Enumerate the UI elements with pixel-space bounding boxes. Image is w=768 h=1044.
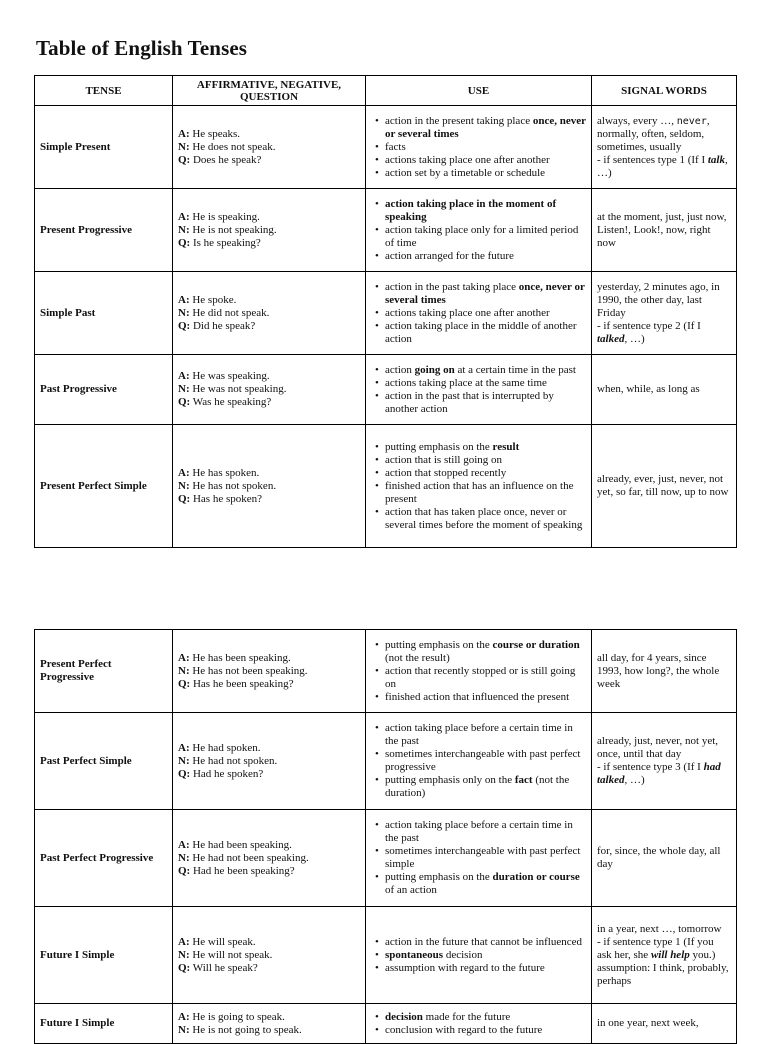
form-type-label: Q:	[178, 492, 191, 505]
table-row	[35, 1004, 737, 1044]
use-text: (not the duration)	[385, 774, 570, 799]
header-signal-words: SIGNAL WORDS	[592, 76, 737, 106]
list-item	[385, 390, 586, 416]
signal-words-text: already, just, never, not yet, once, until that day	[597, 735, 719, 760]
form-example: He had spoken.	[189, 741, 261, 754]
tense-name-cell: Future I Simple	[35, 907, 173, 1004]
table-row	[35, 106, 737, 189]
use-text: assumption with regard to the future	[385, 961, 545, 974]
form-example: He is not speaking.	[189, 223, 277, 236]
signal-words-text: always, every …,	[597, 114, 677, 127]
list-item	[385, 377, 586, 390]
form-example: He is not going to speak.	[189, 1023, 302, 1036]
form-type-label: Q:	[178, 319, 191, 332]
list-item	[385, 506, 586, 532]
use-text: duration or course	[492, 871, 580, 883]
signal-words-text: all day, for 4 years, since 1993, how long?, the whole week	[597, 651, 720, 690]
use-text: action taking place only for a limited period of time	[385, 223, 579, 249]
list-item	[385, 115, 586, 141]
use-text: once, never or several times	[385, 280, 585, 306]
signal-words-text: , normally, often, seldom, sometimes, usually	[597, 114, 710, 153]
use-text: action in the future that cannot be influenced	[385, 935, 583, 948]
use-text: putting emphasis on the	[385, 871, 493, 883]
use-text: spontaneous	[385, 948, 444, 961]
tense-name-cell: Present Progressive	[35, 189, 173, 272]
form-example: He spoke.	[189, 293, 237, 306]
signal-words-text: talked	[597, 332, 625, 345]
use-cell	[366, 907, 592, 1004]
form-type-label: Q:	[178, 236, 191, 249]
signal-words-text: yesterday, 2 minutes ago, in 1990, the other day, last Friday	[597, 280, 720, 319]
form-example: Is he speaking?	[190, 236, 261, 249]
tense-name-cell: Past Progressive	[35, 355, 173, 425]
signal-words-text: , …)	[624, 774, 645, 786]
form-type-label: N:	[178, 223, 190, 236]
form-type-label: Q:	[178, 864, 191, 877]
tense-name-cell: Simple Present	[35, 106, 173, 189]
tenses-table-part-1	[34, 75, 737, 548]
use-text: fact	[514, 774, 533, 786]
form-example: He had been speaking.	[189, 838, 292, 851]
form-example: He has not been speaking.	[189, 664, 308, 677]
form-type-label: N:	[178, 664, 190, 677]
use-cell	[366, 189, 592, 272]
form-type-label: N:	[178, 383, 190, 395]
list-item	[385, 962, 586, 975]
use-text: actions taking place one after another	[385, 306, 550, 319]
form-type-label: A:	[178, 1010, 190, 1023]
use-text: actions taking place at the same time	[385, 376, 547, 389]
forms-cell	[173, 713, 366, 810]
list-item	[385, 871, 586, 897]
form-type-label: A:	[178, 127, 190, 140]
table-row	[35, 355, 737, 425]
tenses-table-part-2	[34, 629, 737, 1044]
signal-words-cell	[592, 355, 737, 425]
list-item	[385, 1024, 586, 1037]
use-text: action taking place before a certain time in the past	[385, 722, 573, 747]
list-item	[385, 198, 586, 224]
forms-cell	[173, 810, 366, 907]
list-item	[385, 454, 586, 467]
form-example: He had not been speaking.	[189, 851, 309, 864]
tense-name-cell: Simple Past	[35, 272, 173, 355]
use-text: course or duration	[492, 638, 580, 651]
form-type-label: N:	[178, 754, 190, 767]
form-type-label: N:	[178, 948, 190, 961]
page-title: Table of English Tenses	[36, 36, 248, 60]
use-text: action set by a timetable or schedule	[385, 166, 546, 179]
signal-words-cell	[592, 425, 737, 548]
use-list	[371, 936, 586, 975]
use-text: putting emphasis on the	[385, 638, 493, 651]
form-example: Will he speak?	[190, 961, 258, 974]
form-example: He is going to speak.	[189, 1010, 285, 1023]
use-cell	[366, 355, 592, 425]
use-text: putting emphasis on the	[385, 440, 493, 453]
use-text: action in the past taking place	[385, 280, 519, 293]
signal-words-text: - if sentence type 2 (If I	[597, 319, 701, 332]
list-item	[385, 167, 586, 180]
signal-words-text: - if sentence type 1 (If you ask her, she	[597, 935, 714, 961]
form-type-label: Q:	[178, 767, 191, 780]
tense-name-cell: Present Perfect Progressive	[35, 630, 173, 713]
form-type-label: Q:	[178, 677, 191, 690]
use-text: of an action	[385, 884, 437, 896]
use-text: decision	[443, 948, 483, 961]
form-example: He is speaking.	[189, 210, 260, 223]
form-type-label: A:	[178, 293, 190, 306]
signal-words-text: never	[676, 115, 707, 127]
use-text: sometimes interchangeable with past perfect simple	[385, 845, 581, 870]
list-item	[385, 936, 586, 949]
signal-words-text: talk	[707, 153, 725, 166]
use-text: result	[492, 440, 520, 453]
list-item	[385, 639, 586, 665]
forms-cell	[173, 106, 366, 189]
signal-words-text: assumption: I think, probably, perhaps	[597, 961, 729, 987]
use-text: action in the past that is interrupted by another action	[385, 389, 554, 415]
list-item	[385, 224, 586, 250]
signal-words-text: when, while, as long as	[597, 383, 700, 395]
list-item	[385, 722, 586, 748]
tense-name-cell: Past Perfect Progressive	[35, 810, 173, 907]
form-type-label: Q:	[178, 961, 191, 974]
use-text: decision	[385, 1010, 423, 1023]
list-item	[385, 154, 586, 167]
signal-words-text: already, ever, just, never, not yet, so far, till now, up to now	[597, 473, 729, 498]
form-example: He will speak.	[189, 935, 256, 948]
use-text: action arranged for the future	[385, 249, 514, 262]
signal-words-text: - if sentence type 3 (If I	[597, 761, 704, 773]
forms-cell	[173, 425, 366, 548]
form-type-label: A:	[178, 741, 190, 754]
signal-words-text: - if sentences type 1 (If I	[597, 153, 708, 166]
use-cell	[366, 425, 592, 548]
form-example: He has not spoken.	[189, 479, 277, 492]
list-item	[385, 141, 586, 154]
form-example: Had he spoken?	[190, 767, 264, 780]
form-type-label: N:	[178, 306, 190, 319]
table-row	[35, 189, 737, 272]
use-text: once, never or several times	[385, 114, 586, 140]
use-text: finished action that has an influence on the present	[385, 479, 574, 505]
form-example: He will not speak.	[189, 948, 273, 961]
use-text: (not the result)	[385, 651, 450, 664]
forms-cell	[173, 1004, 366, 1044]
forms-cell	[173, 355, 366, 425]
forms-cell	[173, 189, 366, 272]
use-text: actions taking place one after another	[385, 153, 550, 166]
form-example: He had not spoken.	[189, 754, 278, 767]
list-item	[385, 665, 586, 691]
tense-name-cell: Future I Simple	[35, 1004, 173, 1044]
list-item	[385, 364, 586, 377]
form-type-label: N:	[178, 140, 190, 153]
use-list	[371, 441, 586, 532]
use-text: facts	[385, 140, 406, 153]
use-list	[371, 819, 586, 897]
use-list	[371, 281, 586, 346]
use-list	[371, 722, 586, 800]
use-cell	[366, 272, 592, 355]
use-text: action that recently stopped or is still going on	[385, 664, 576, 690]
signal-words-cell	[592, 810, 737, 907]
signal-words-cell	[592, 189, 737, 272]
form-type-label: Q:	[178, 153, 191, 166]
signal-words-text: , …)	[624, 332, 645, 345]
list-item	[385, 819, 586, 845]
signal-words-text: at the moment, just, just now, Listen!, Look!, now, right now	[597, 210, 727, 249]
use-text: made for the future	[422, 1010, 511, 1023]
signal-words-cell	[592, 272, 737, 355]
tense-name-cell: Past Perfect Simple	[35, 713, 173, 810]
header-forms: AFFIRMATIVE, NEGATIVE, QUESTION	[173, 76, 366, 106]
signal-words-cell	[592, 106, 737, 189]
list-item	[385, 250, 586, 263]
use-text: action taking place before a certain time in the past	[385, 819, 573, 844]
header-use: USE	[366, 76, 592, 106]
form-example: Had he been speaking?	[190, 864, 295, 877]
use-cell	[366, 630, 592, 713]
table-row	[35, 630, 737, 713]
table-row	[35, 810, 737, 907]
signal-words-text: you.)	[689, 948, 716, 961]
form-type-label: A:	[178, 466, 190, 479]
use-cell	[366, 810, 592, 907]
list-item	[385, 1011, 586, 1024]
list-item	[385, 748, 586, 774]
table-row	[35, 272, 737, 355]
form-type-label: A:	[178, 651, 190, 664]
form-type-label: Q:	[178, 396, 191, 408]
form-example: He speaks.	[189, 127, 241, 140]
signal-words-text: for, since, the whole day, all day	[597, 845, 721, 870]
form-example: Has he been speaking?	[190, 677, 294, 690]
list-item	[385, 845, 586, 871]
signal-words-text: in one year, next week,	[597, 1017, 699, 1029]
list-item	[385, 441, 586, 454]
form-example: He was speaking.	[189, 370, 270, 382]
signal-words-text: had talked	[597, 761, 721, 786]
use-text: conclusion with regard to the future	[385, 1023, 543, 1036]
use-text: finished action that influenced the present	[385, 690, 570, 703]
use-text: going on	[414, 363, 455, 376]
use-text: action that is still going on	[385, 453, 503, 466]
form-type-label: A:	[178, 935, 190, 948]
list-item	[385, 774, 586, 800]
form-example: Does he speak?	[190, 153, 262, 166]
table-row	[35, 713, 737, 810]
use-cell	[366, 1004, 592, 1044]
signal-words-text: , …)	[597, 153, 728, 179]
list-item	[385, 480, 586, 506]
form-type-label: A:	[178, 838, 190, 851]
form-example: Did he speak?	[190, 319, 256, 332]
form-example: Has he spoken?	[190, 492, 263, 505]
signal-words-cell	[592, 713, 737, 810]
form-type-label: N:	[178, 479, 190, 492]
table-header-row	[35, 76, 737, 106]
table-row	[35, 907, 737, 1004]
use-list	[371, 364, 586, 416]
forms-cell	[173, 630, 366, 713]
use-text: putting emphasis only on the	[385, 774, 515, 786]
form-type-label: A:	[178, 210, 190, 223]
use-text: action in the present taking place	[385, 114, 533, 127]
forms-cell	[173, 907, 366, 1004]
list-item	[385, 949, 586, 962]
form-type-label: N:	[178, 851, 190, 864]
signal-words-cell	[592, 1004, 737, 1044]
list-item	[385, 281, 586, 307]
use-list	[371, 1011, 586, 1037]
signal-words-text: will help	[650, 948, 690, 961]
table-row	[35, 425, 737, 548]
list-item	[385, 320, 586, 346]
header-tense: TENSE	[35, 76, 173, 106]
use-text: sometimes interchangeable with past perfect progressive	[385, 748, 581, 773]
forms-cell	[173, 272, 366, 355]
list-item	[385, 307, 586, 320]
use-text: action	[385, 363, 415, 376]
use-text: action taking place in the moment of speaking	[385, 197, 557, 223]
form-example: He does not speak.	[189, 140, 276, 153]
use-text: action that has taken place once, never or several times before the moment of speaking	[385, 505, 583, 531]
tense-name-cell: Present Perfect Simple	[35, 425, 173, 548]
form-type-label: N:	[178, 1023, 190, 1036]
form-example: He was not speaking.	[189, 383, 287, 395]
form-example: He has been speaking.	[189, 651, 291, 664]
use-cell	[366, 713, 592, 810]
use-list	[371, 639, 586, 704]
use-cell	[366, 106, 592, 189]
signal-words-cell	[592, 630, 737, 713]
list-item	[385, 467, 586, 480]
form-example: He did not speak.	[189, 306, 270, 319]
use-text: action that stopped recently	[385, 466, 507, 479]
form-example: Was he speaking?	[190, 396, 272, 408]
use-list	[371, 115, 586, 180]
form-example: He has spoken.	[189, 466, 260, 479]
use-list	[371, 198, 586, 263]
use-text: at a certain time in the past	[454, 363, 576, 376]
signal-words-cell	[592, 907, 737, 1004]
signal-words-text: in a year, next …, tomorrow	[597, 922, 722, 935]
list-item	[385, 691, 586, 704]
form-type-label: A:	[178, 370, 190, 382]
use-text: action taking place in the middle of another action	[385, 319, 577, 345]
